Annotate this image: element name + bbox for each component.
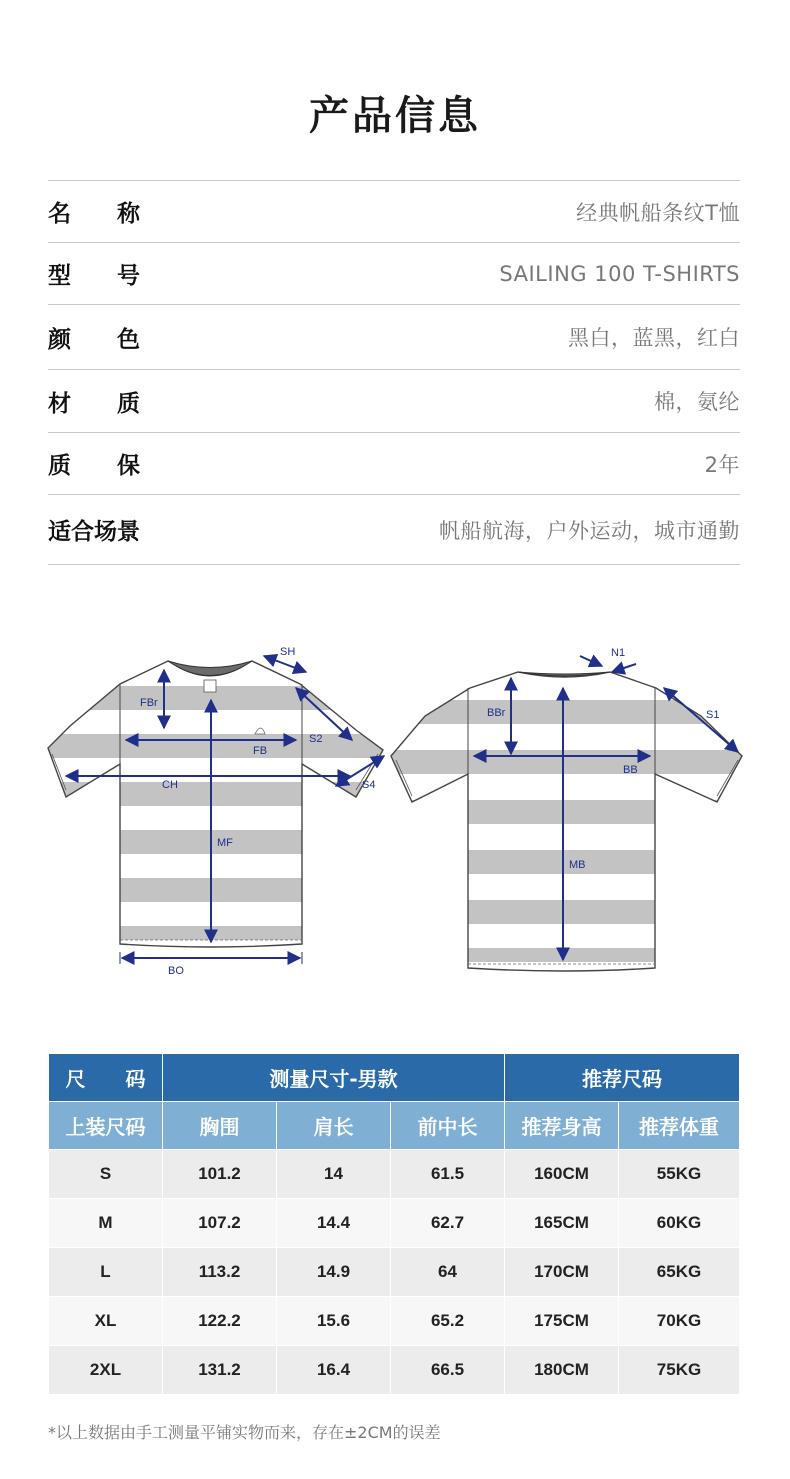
measurement-diagram bbox=[0, 630, 790, 990]
front-tshirt-diagram bbox=[40, 650, 400, 960]
product-info-table bbox=[48, 180, 740, 565]
info-value: 2年 bbox=[704, 452, 740, 477]
size-table-header-main bbox=[49, 1054, 739, 1101]
info-label: 材质 bbox=[48, 390, 186, 417]
table-cell: 64 bbox=[391, 1248, 504, 1296]
table-cell: 62.7 bbox=[391, 1199, 504, 1247]
col-header: 肩长 bbox=[277, 1102, 390, 1149]
table-cell: 14.4 bbox=[277, 1199, 390, 1247]
col-header: 推荐身高 bbox=[505, 1102, 618, 1149]
label-mb: MB bbox=[569, 859, 586, 871]
table-row bbox=[49, 1297, 739, 1345]
table-cell: 180CM bbox=[505, 1346, 618, 1394]
label-ch: CH bbox=[162, 779, 178, 791]
table-cell: 14.9 bbox=[277, 1248, 390, 1296]
table-cell: 60KG bbox=[619, 1199, 739, 1247]
info-row-scene bbox=[48, 494, 740, 565]
label-s4: S4 bbox=[362, 779, 376, 791]
table-cell: 160CM bbox=[505, 1150, 618, 1198]
label-fbr: FBr bbox=[140, 697, 158, 709]
table-cell: 175CM bbox=[505, 1297, 618, 1345]
info-value: 黑白，蓝黑，红白 bbox=[568, 326, 740, 350]
table-cell: 70KG bbox=[619, 1297, 739, 1345]
info-label: 型号 bbox=[48, 263, 186, 289]
info-label: 颜色 bbox=[48, 326, 186, 353]
label-bo: BO bbox=[168, 965, 184, 977]
table-cell: 14 bbox=[277, 1150, 390, 1198]
info-row-material bbox=[48, 369, 740, 432]
table-cell: 75KG bbox=[619, 1346, 739, 1394]
table-cell: 65KG bbox=[619, 1248, 739, 1296]
table-row bbox=[49, 1199, 739, 1247]
info-value: 经典帆船条纹T恤 bbox=[576, 200, 740, 225]
table-cell: XL bbox=[49, 1297, 162, 1345]
label-n1: N1 bbox=[611, 647, 626, 659]
col-header: 前中长 bbox=[391, 1102, 504, 1149]
size-chart-table bbox=[48, 1053, 740, 1395]
info-label: 名称 bbox=[48, 201, 186, 227]
info-value: SAILING 100 T-SHIRTS bbox=[499, 261, 740, 286]
table-cell: 170CM bbox=[505, 1248, 618, 1296]
table-row bbox=[49, 1346, 739, 1394]
info-value: 帆船航海，户外运动，城市通勤 bbox=[439, 518, 740, 543]
size-table-header-sub bbox=[49, 1102, 739, 1149]
table-row bbox=[49, 1150, 739, 1198]
table-cell: M bbox=[49, 1199, 162, 1247]
header-size: 尺 码 bbox=[49, 1054, 162, 1101]
col-header: 推荐体重 bbox=[619, 1102, 739, 1149]
table-cell: 107.2 bbox=[163, 1199, 276, 1247]
table-cell: 165CM bbox=[505, 1199, 618, 1247]
table-cell: 55KG bbox=[619, 1150, 739, 1198]
label-sh: SH bbox=[280, 646, 296, 658]
table-cell: 101.2 bbox=[163, 1150, 276, 1198]
label-s2: S2 bbox=[309, 733, 323, 745]
back-tshirt-diagram bbox=[380, 660, 760, 980]
table-cell: 15.6 bbox=[277, 1297, 390, 1345]
label-mf: MF bbox=[217, 837, 233, 849]
table-cell: 122.2 bbox=[163, 1297, 276, 1345]
table-cell: 61.5 bbox=[391, 1150, 504, 1198]
label-fb: FB bbox=[253, 745, 268, 757]
table-cell: L bbox=[49, 1248, 162, 1296]
table-cell: 66.5 bbox=[391, 1346, 504, 1394]
info-row-model bbox=[48, 242, 740, 304]
table-cell: 65.2 bbox=[391, 1297, 504, 1345]
label-bbr: BBr bbox=[487, 707, 506, 719]
col-header: 胸围 bbox=[163, 1102, 276, 1149]
table-cell: S bbox=[49, 1150, 162, 1198]
label-s1: S1 bbox=[706, 709, 720, 721]
col-header: 上装尺码 bbox=[49, 1102, 162, 1149]
label-bb: BB bbox=[623, 764, 638, 776]
table-cell: 113.2 bbox=[163, 1248, 276, 1296]
table-row bbox=[49, 1248, 739, 1296]
table-cell: 2XL bbox=[49, 1346, 162, 1394]
header-measure: 测量尺寸-男款 bbox=[163, 1054, 504, 1101]
info-row-name bbox=[48, 180, 740, 242]
page-title: 产品信息 bbox=[309, 93, 481, 139]
info-label: 质保 bbox=[48, 453, 186, 479]
info-value: 棉，氨纶 bbox=[654, 390, 740, 414]
footnote: *以上数据由手工测量平铺实物而来，存在±2CM的误差 bbox=[48, 1423, 441, 1442]
table-cell: 16.4 bbox=[277, 1346, 390, 1394]
table-cell: 131.2 bbox=[163, 1346, 276, 1394]
info-row-color bbox=[48, 304, 740, 369]
header-recommend: 推荐尺码 bbox=[505, 1054, 739, 1101]
info-label: 适合场景 bbox=[48, 519, 140, 545]
info-row-warranty bbox=[48, 432, 740, 494]
